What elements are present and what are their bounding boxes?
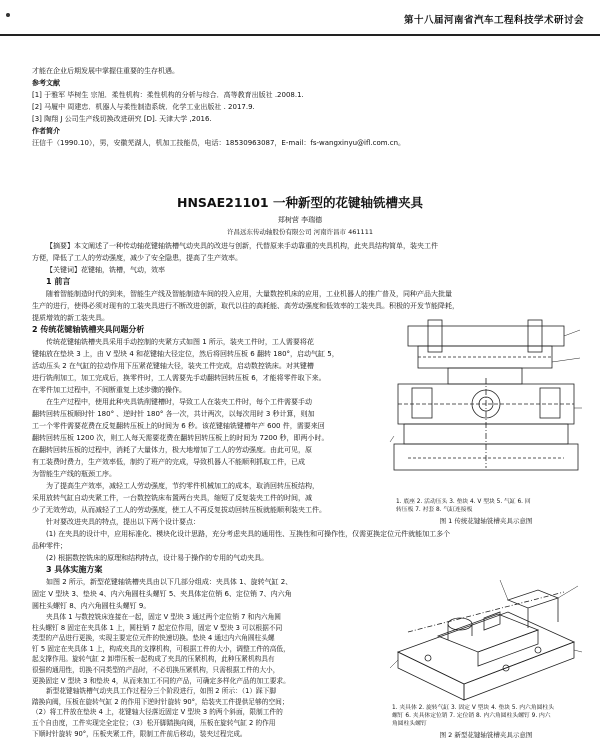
body-line: 翻转回转压板顺时针 180° 、逆时针 180° 各一次，共计两次，以每次用时 3 秒计算，则加 (32, 410, 315, 418)
body-line: 工一个零件需要花费在反复翻转压板上的时间为 6 秒。该花键轴铣键槽年产 600 件，需要来回 (32, 422, 325, 430)
author-bio: 汪信千（1990.10），男，安徽芜湖人，机加工技能员，电话：18530963087，E-mail：fs-wangxinyu@ifl.com.cn。 (32, 139, 406, 147)
reference-3: [3] 陶翔 J 公司生产线切换改进研究 [D]. 天津大学 ,2016. (32, 115, 212, 123)
figure-1-caption: 图 1 传统花键轴铣槽夹具示意图 (439, 517, 533, 525)
body-line: 更换固定 V 型块 3 和垫块 4，从而来加工不同的产品，可确定多样化产品的加工要求。 (32, 676, 290, 685)
design-point: (1) 在夹具的设计中，应用标准化、模块化设计思路，充分考虑夹具的通用性、互换性和可操作性，仅需更换定位元件就能加工多个 (46, 530, 451, 538)
design-point: 品种零件； (32, 542, 67, 550)
author-heading: 作者简介 (32, 127, 60, 135)
body-line: 键轴放在垫块 3 上，由 V 型块 4 和花键轴大径定位，然后将回转压板 6 翻转 180°，启动气缸 5， (32, 350, 339, 358)
body-line: 进行铣削加工，加工完成后，换零件时，工人需要先手动翻转回转压板 6，才能将零件取下来。 (32, 374, 326, 382)
body-line: 柱头螺钉 8 固定在夹具体 1 上，圆柱销 7 起定位作用，固定 V 型块 3 可以根据不同 (32, 623, 283, 632)
body-line: 很强的通用性，切换不同类型的产品时，不必切换压紧机构，只需根据工件的大小， (32, 665, 280, 674)
legend-line: 转压板 7. 衬套 8. 气缸连接板 (396, 507, 473, 513)
body-line: 五个自由度，工件实现完全定位；（3）松开脚踏换向阀，压板在旋转气缸 2 的作用 (32, 718, 276, 727)
body-line: 下顺时针旋转 90°，压板夹紧工件，限制工件前后移动，装夹过程完成。 (32, 729, 247, 738)
body-line: 圆柱头螺钉 8、内六角圆柱头螺钉 9。 (32, 602, 151, 610)
intro-line: 生产的进行，使得必须对现有的工装夹具进行不断改进创新，取代以往的高耗能、高劳动强度和低效率的工装夹具。积极的开发节能降耗， (32, 302, 459, 310)
body-line: 在翻转回转压板的过程中，消耗了大量体力，极大地增加了工人的劳动强度。由此可见，原 (32, 446, 312, 454)
reference-1: [1] 于雅军 毕树生 宗旭．柔性机构：柔性机构的分析与综合．高等教育出版社 .2008.1. (32, 91, 304, 99)
paper-authors: 郑树营 李瑞德 (277, 216, 323, 224)
figure-2-caption: 图 2 新型花键轴铣槽夹具示意图 (439, 731, 533, 739)
figure-2-legend (392, 704, 588, 728)
references-heading: 参考文献 (32, 79, 60, 87)
journal-title: 第十八届河南省汽车工程科技学术研讨会 (403, 15, 584, 26)
body-line: 针对要改进夹具的特点，提出以下两个设计要点： (46, 518, 200, 526)
figure-2 (388, 572, 584, 702)
body-line: 传统花键轴铣槽夹具采用手动控制的夹紧方式如图 1 所示，装夹工件时，工人需要将花 (46, 338, 314, 346)
intro-line: 提质增效的新工装夹具。 (32, 314, 109, 322)
body-line: 有工装费时费力，生产效率低，制约了班产的完成，导致机器人不能顺利抓取工件，已成 (32, 458, 305, 466)
intro-line: 随着智能制造时代的到来，智能生产线及智能制造车间的投入应用，大量数控机床的应用，工业机器人的推广普及，同种产品大批量 (46, 290, 452, 298)
paper-affiliation: 许昌远东传动轴股份有限公司 河南许昌市 461111 (227, 228, 373, 236)
previous-paragraph-end: 才能在企业后期发展中掌握住重要的生存机遇。 (32, 67, 179, 75)
body-line: 踏换向阀，压板在旋转气缸 2 的作用下逆时针旋转 90°，给装夹工件提供足够的空间； (32, 697, 289, 706)
fixture-drawing-1 (388, 318, 584, 496)
design-points (32, 528, 572, 576)
fixture-drawing-2 (388, 572, 584, 702)
body-line: 固定 V 型块 3、垫块 4、内六角圆柱头螺钉 5、夹具体定位销 6、定位销 7、内六角 (32, 590, 292, 598)
figure-1 (388, 318, 584, 496)
design-point: (2) 根据数控铣床的原理和结构特点，设计易于操作的专用的气动夹具。 (46, 554, 269, 562)
page-header (0, 0, 600, 36)
section-3-heading: 3 具体实施方案 (46, 565, 103, 574)
body-line: 采用放转气缸自动夹紧工件，一台数控铣床布置两台夹具，缩短了反复装夹工件的时间，减 (32, 494, 312, 502)
section-2-heading: 2 传统花键轴铣槽夹具问题分析 (32, 325, 145, 334)
body-line: 夹具体 1 与数控铣床连接在一起，固定 V 型块 3 通过两个定位销 7 和内六角圆 (46, 613, 281, 621)
body-line: 在生产过程中，使用此种夹具铣削键槽时，导致工人在装夹工件时，每个工件需要手动 (46, 398, 312, 406)
body-line: 翻转回转压板 1200 次，则工人每天需要花费在翻转回转压板上的时间为 7200 秒，即两小时。 (32, 434, 329, 442)
reference-2: [2] 马履中 周建忠．机器人与柔性制造系统．化学工业出版社 . 2017.9. (32, 103, 255, 111)
header-dot (6, 13, 10, 17)
body-line: 类型的产品进行更换，实现主要定位元件的快速切换。垫块 4 通过内六角圆柱头螺 (32, 634, 275, 643)
body-line: 为智能生产线的瓶颈工序。 (32, 470, 116, 478)
legend-line: 螺钉 6. 夹具体定位销 7. 定位销 8. 内六角圆柱头螺钉 9. 内六 (392, 713, 551, 719)
body-line: 少了无效劳动，从而减轻了工人的劳动强度，使工人不再反复拔动回转压板就能顺利装夹工件。 (32, 506, 326, 514)
figure-1-legend (396, 498, 586, 514)
keywords: 【关键词】花键轴，铣槽，气动，效率 (46, 266, 165, 274)
body-line: 如图 2 所示，新型花键轴铣槽夹具由以下几部分组成：夹具体 1、旋转气缸 2、 (46, 578, 293, 586)
body-line: 钉 5 固定在夹具体 1 上，构成夹具的支撑机构，可根据工件的大小，调整工件的高低， (32, 644, 290, 653)
body-line: 在零件加工过程中，不间断重复上述步骤的操作。 (32, 386, 186, 394)
body-line: 为了提高生产效率，减轻工人劳动强度，节约零件机械加工的成本，取消回转压板结构， (46, 482, 319, 490)
legend-line: 1. 底座 2. 活动压头 3. 垫块 4. V 型块 5. 气缸 6. 回 (396, 499, 531, 505)
body-line: （2）将工件放在垫块 4 上，花键轴大径落近固定 V 型块 3 的两个斜面，限制工件的 (32, 708, 283, 717)
abstract-line: 【摘要】本文阐述了一种传动轴花键轴铣槽气动夹具的改进与创新，代替原来手动靠重的夹具机构，此夹具结构简单，装夹工件 (46, 242, 438, 250)
section-3-cont (32, 612, 384, 739)
legend-line: 角圆柱头螺钉 (392, 721, 427, 727)
section-1-heading: 1 前言 (46, 277, 71, 286)
abstract-line: 方便，降低了工人的劳动强度，减少了安全隐患，提高了生产效率。 (32, 254, 242, 262)
paper-title: HNSAE21101 一种新型的花键轴铣槽夹具 (177, 195, 423, 210)
abstract (32, 240, 572, 324)
section-3 (32, 576, 382, 612)
body-line: 新型花键轴铣槽气动夹具工作过程分三个阶段进行，如图 2 所示：（1）踩下脚 (46, 687, 277, 696)
body-line: 起支撑作用。旋转气缸 2 卸带压板一起构成了夹具的压紧机构，此种压紧机构具有 (32, 655, 275, 664)
body-line: 活动压头 2 在气缸的拉动作用下压紧花键轴大径，装夹工件完成，启动数控铣床。对其键槽 (32, 362, 314, 370)
legend-line: 1. 夹具体 2. 旋转气缸 3. 固定 V 型块 4. 垫块 5. 内六角圆柱头 (392, 705, 555, 711)
section-2 (32, 324, 377, 528)
